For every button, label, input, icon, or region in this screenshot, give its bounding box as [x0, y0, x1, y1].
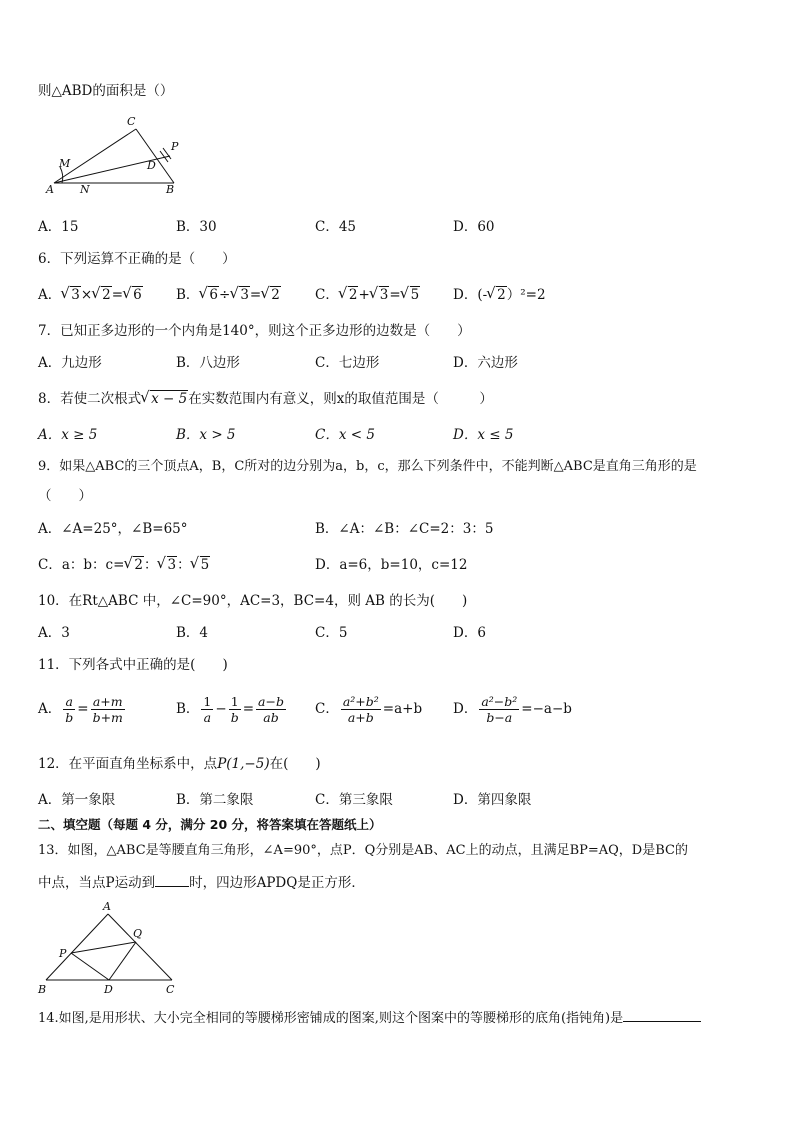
section-2-heading: 二、填空题（每题 4 分，满分 20 分，将答案填在答题纸上） — [38, 817, 382, 832]
q12-stem: 12．在平面直角坐标系中，点P(1,−5)在( ) — [38, 756, 321, 772]
q8-option-d: D．x ≤ 5 — [453, 427, 514, 443]
q5-option-d: D．60 — [453, 219, 495, 235]
q6-option-d: D．(-√ 2）²=2 — [453, 286, 546, 304]
q10-option-d: D．6 — [453, 625, 486, 641]
q5-label-n: N — [80, 183, 90, 196]
q8-stem: 8．若使二次根式√ x − 5在实数范围内有意义，则x的取值范围是（ ） — [38, 390, 493, 408]
q9-option-b: B．∠A：∠B：∠C=2：3：5 — [315, 521, 494, 537]
q13-label-q: Q — [133, 927, 143, 940]
q13-label-c: C — [166, 983, 175, 996]
q10-option-b: B．4 — [176, 625, 209, 641]
q9-stem-line1: 9．如果△ABC的三个顶点A，B，C所对的边分别为a，b，c，那么下列条件中，不能判断△ABC是直角三角形的是 — [38, 459, 697, 474]
q5-option-b: B．30 — [176, 219, 217, 235]
q5-option-a: A．15 — [38, 219, 79, 235]
q14-answer-blank[interactable] — [623, 1021, 701, 1022]
q12-option-c: C．第三象限 — [315, 792, 393, 808]
q13-label-d: D — [104, 983, 113, 996]
q13-label-p: P — [59, 947, 67, 960]
q5-option-c: C．45 — [315, 219, 357, 235]
q8-option-c: C．x < 5 — [315, 427, 375, 443]
q14-stem: 14.如图,是用形状、大小完全相同的等腰梯形密铺成的图案,则这个图案中的等腰梯形的底角(指钝角)是 — [38, 1010, 701, 1028]
q12-option-a: A．第一象限 — [38, 792, 116, 808]
q9-stem-line2: （ ） — [38, 488, 92, 504]
q8-option-b: B．x > 5 — [176, 427, 236, 443]
q13-answer-blank[interactable] — [155, 886, 189, 887]
q13-line2: 中点，当点P运动到 时，四边形APDQ是正方形． — [38, 875, 365, 891]
q11-stem: 11．下列各式中正确的是( ) — [38, 657, 228, 673]
q10-option-c: C．5 — [315, 625, 348, 641]
q9-option-d: D．a=6，b=10，c=12 — [315, 557, 468, 573]
q7-option-c: C．七边形 — [315, 355, 380, 371]
q7-option-a: A．九边形 — [38, 355, 102, 371]
q6-option-a: A．√ 3×√ 2=√ 6 — [38, 286, 143, 304]
q5-label-d: D — [147, 159, 156, 172]
q13-label-a: A — [103, 900, 111, 913]
q6-stem: 6．下列运算不正确的是（ ） — [38, 251, 236, 267]
q9-option-c: C．a：b：c=√ 2：√ 3：√ 5 — [38, 556, 210, 574]
q5-label-m: M — [59, 157, 71, 170]
q10-stem: 10．在Rt△ABC 中，∠C=90°，AC=3，BC=4，则 AB 的长为( ) — [38, 593, 468, 609]
q13-label-b: B — [38, 983, 47, 996]
q11-option-a: A． $\frac{a}{b}$ = $\frac{a+m}{b+m}$ — [38, 694, 123, 725]
q7-stem: 7．已知正多边形的一个内角是140°，则这个正多边形的边数是（ ） — [38, 323, 471, 339]
q11-option-b: B． $\frac{1}{a}$ − $\frac{1}{b}$ = $\frac{a-b}{ab}$ — [176, 694, 284, 725]
q5-label-c: C — [127, 115, 136, 128]
q5-stem: 则△ABD的面积是（） — [38, 83, 174, 99]
q13-figure — [34, 900, 184, 1000]
q7-option-b: B．八边形 — [176, 355, 240, 371]
q11-option-c: C． $\frac{\text{a²+b²}}{a+b}$ =a+b — [315, 694, 423, 725]
q7-option-d: D．六边形 — [453, 355, 518, 371]
q5-label-b: B — [166, 183, 175, 196]
q6-option-c: C．√ 2+√ 3=√ 5 — [315, 286, 420, 304]
q11-option-d: D． $\frac{\text{a²−b²}}{b-a}$ =−a−b — [453, 694, 572, 725]
q6-option-b: B．√ 6÷√ 3=√ 2 — [176, 286, 281, 304]
q12-option-b: B．第二象限 — [176, 792, 254, 808]
q9-option-a: A．∠A=25°，∠B=65° — [38, 521, 188, 537]
q12-option-d: D．第四象限 — [453, 792, 532, 808]
q13-line1: 13．如图，△ABC是等腰直角三角形，∠A=90°，点P．Q分别是AB、AC上的动点，且满足BP=AQ，D是BC的 — [38, 843, 688, 858]
q10-option-a: A．3 — [38, 625, 70, 641]
q5-figure — [40, 112, 200, 197]
q5-label-p: P — [171, 140, 179, 153]
q5-label-a: A — [46, 183, 54, 196]
q8-option-a: A．x ≥ 5 — [38, 427, 98, 443]
